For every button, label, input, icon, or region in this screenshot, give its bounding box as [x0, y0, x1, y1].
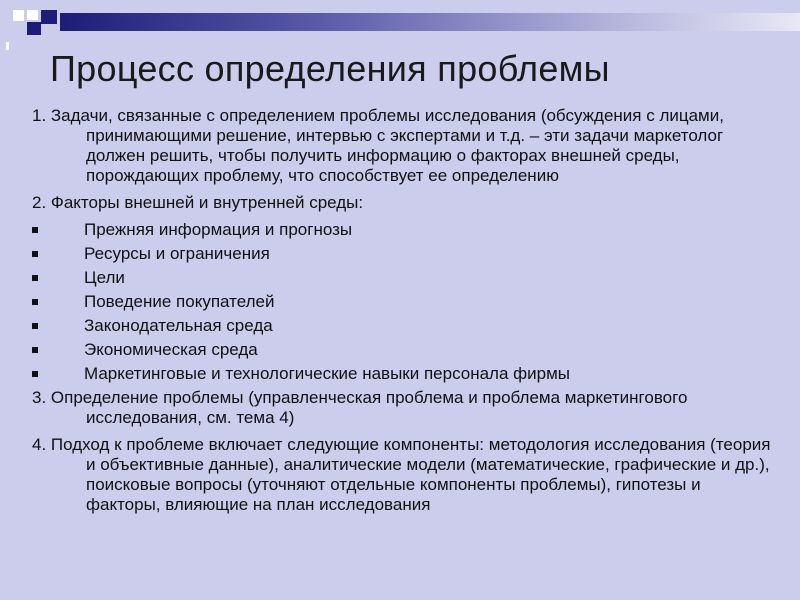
numbered-paragraph: 1. Задачи, связанные с определением проблемы исследования (обсуждения с лицами, принимающими решение, интервью с экспертами и т.д. – эти задачи маркетолог должен решить, чтобы получить информацию о факторах внешней среды, порождающих проблему, что способствует ее определению	[32, 106, 724, 185]
decor-line	[6, 42, 9, 50]
numbered-paragraph: 2. Факторы внешней и внутренней среды:	[32, 193, 364, 212]
bullet-text: Экономическая среда	[84, 340, 258, 359]
decor-square	[41, 10, 57, 24]
bullet-item	[32, 364, 778, 384]
numbered-paragraph: 3. Определение проблемы (управленческая проблема и проблема маркетингового исследования, см. тема 4)	[32, 388, 688, 427]
bullet-text: Поведение покупателей	[84, 292, 275, 311]
slide-content	[32, 106, 778, 522]
bullet-square-icon	[32, 227, 38, 233]
bullet-item	[32, 244, 778, 264]
bullet-text: Законодательная среда	[84, 316, 273, 335]
bullet-text: Цели	[84, 268, 125, 287]
bullet-square-icon	[32, 371, 38, 377]
bullet-item	[32, 268, 778, 288]
bullet-text: Маркетинговые и технологические навыки персонала фирмы	[84, 364, 571, 383]
bullet-item	[32, 292, 778, 312]
bullet-item	[32, 220, 778, 240]
bullet-item	[32, 340, 778, 360]
numbered-paragraph: 4. Подход к проблеме включает следующие компоненты: методология исследования (теория и объективные данные), аналитические модели (математические, графические и др.), поисковые вопросы (уточняют отдельные компоненты проблемы), гипотезы и факторы, влияющие на план исследования	[32, 435, 771, 514]
bullet-text: Прежняя информация и прогнозы	[84, 220, 353, 239]
bullet-square-icon	[32, 299, 38, 305]
slide-title: Процесс определения проблемы	[50, 48, 610, 89]
bullet-item	[32, 316, 778, 336]
header-gradient-band	[60, 13, 800, 31]
decor-square-white	[13, 10, 24, 21]
decor-square	[27, 22, 41, 35]
bullet-square-icon	[32, 275, 38, 281]
decor-square-white	[27, 10, 38, 20]
bullet-square-icon	[32, 347, 38, 353]
bullet-square-icon	[32, 251, 38, 257]
bullet-text: Ресурсы и ограничения	[84, 244, 270, 263]
bullet-square-icon	[32, 323, 38, 329]
